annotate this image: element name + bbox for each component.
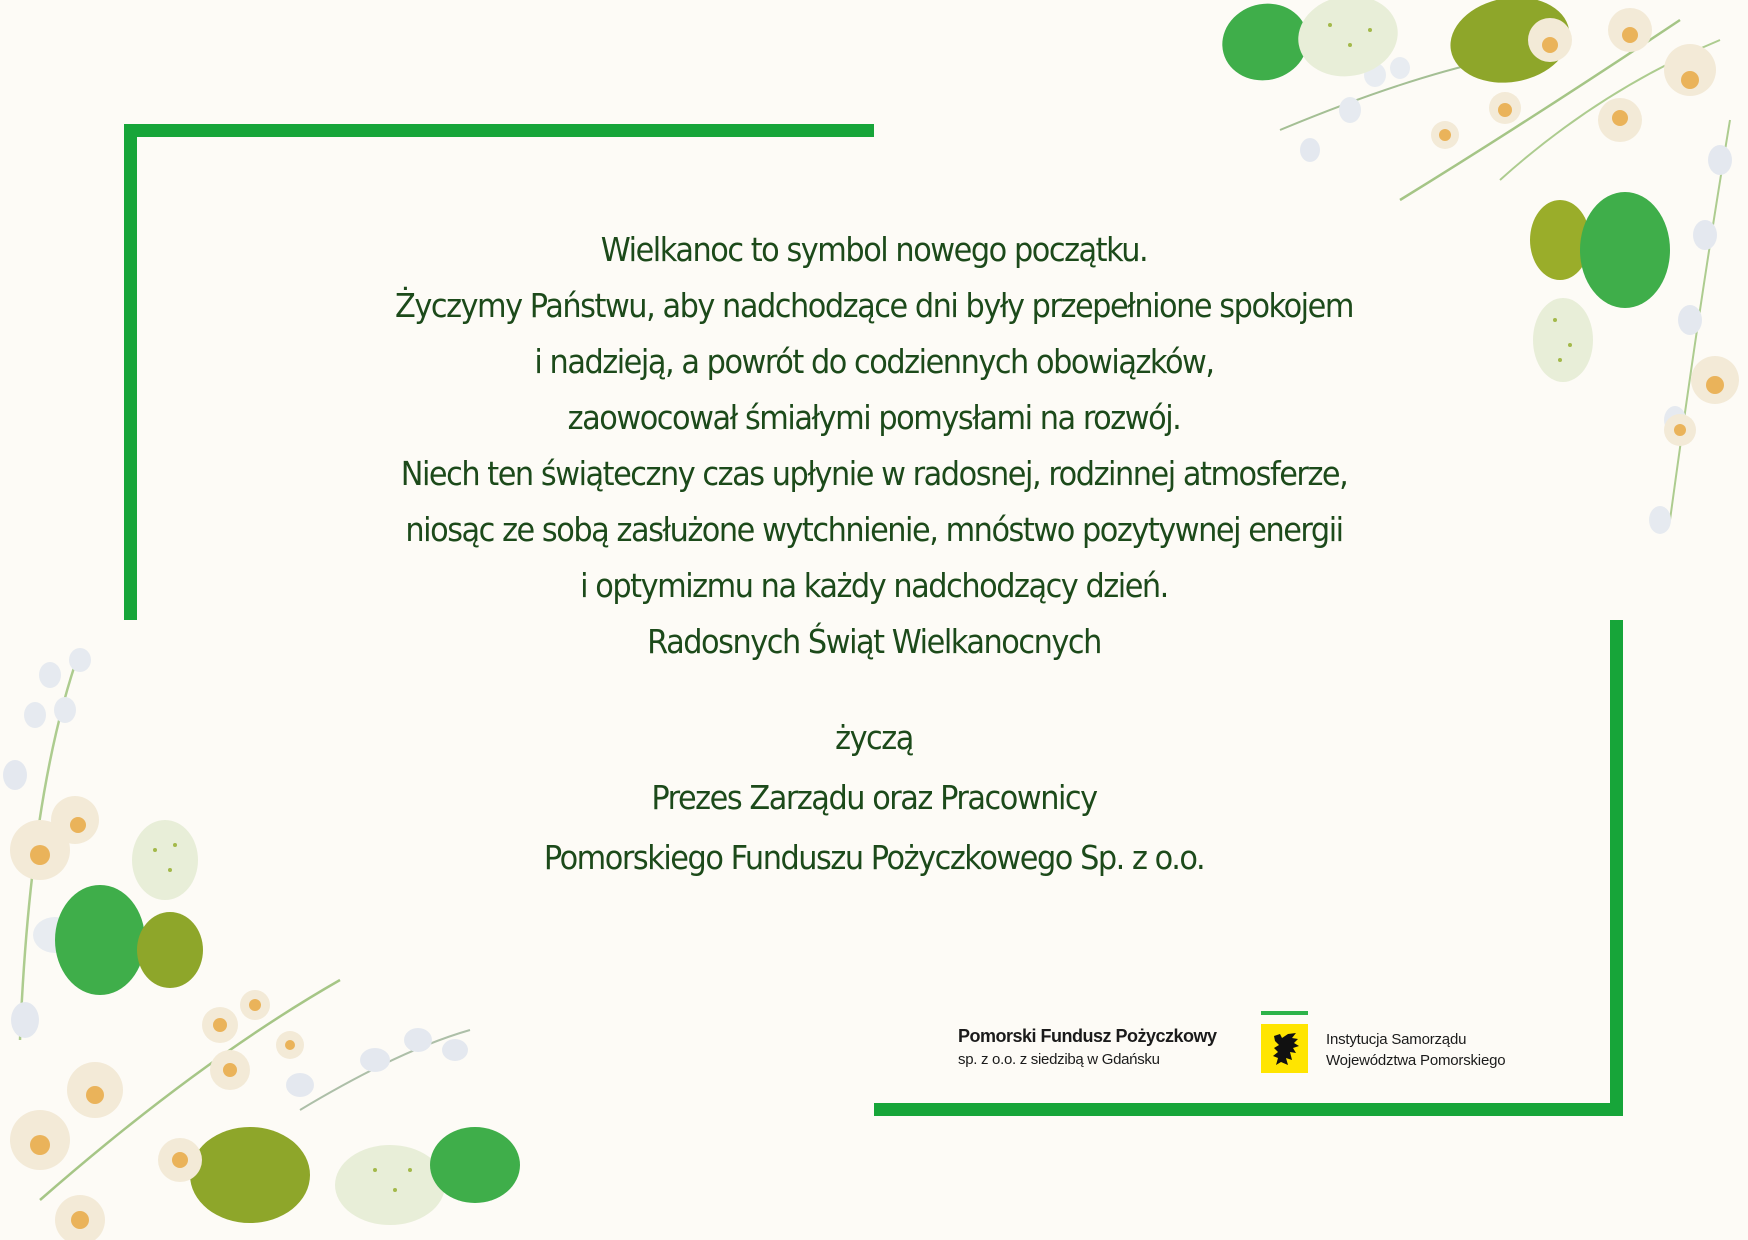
- frame-top-border: [124, 124, 874, 137]
- message-line: Radosnych Świąt Wielkanocnych: [647, 622, 1101, 661]
- org-name: Pomorski Fundusz Pożyczkowy: [958, 1026, 1217, 1046]
- message-line: Niech ten świąteczny czas upłynie w radosnej, rodzinnej atmosferze,: [400, 454, 1348, 493]
- message-line: zaowocował śmiałymi pomysłami na rozwój.: [567, 398, 1181, 437]
- signature-line: Pomorskiego Funduszu Pożyczkowego Sp. z o.o.: [543, 838, 1205, 877]
- message-line: Życzymy Państwu, aby nadchodzące dni były przepełnione spokojem: [395, 286, 1353, 325]
- message-line: i nadzieją, a powrót do codziennych obowiązków,: [534, 342, 1214, 381]
- frame-right-border: [1610, 620, 1623, 1116]
- signature-block: [236, 708, 1513, 888]
- griffin-crest-icon: [1261, 1024, 1308, 1073]
- frame-left-border: [124, 124, 137, 620]
- signature-line: życzą: [835, 718, 913, 757]
- institution-line-1: Instytucja Samorządu: [1326, 1031, 1467, 1048]
- message-line: niosąc ze sobą zasłużone wytchnienie, mnóstwo pozytywnej energii: [405, 510, 1343, 549]
- institution-text: [1326, 1029, 1505, 1071]
- message-line: Wielkanoc to symbol nowego początku.: [600, 230, 1148, 269]
- org-logo-text: [958, 1026, 1217, 1068]
- message-line: i optymizmu na każdy nadchodzący dzień.: [580, 566, 1168, 605]
- signature-line: Prezes Zarządu oraz Pracownicy: [651, 778, 1097, 817]
- greeting-message: [236, 222, 1513, 670]
- institution-line-2: Województwa Pomorskiego: [1326, 1052, 1506, 1069]
- crest-accent-bar: [1261, 1011, 1308, 1015]
- org-subtitle: sp. z o.o. z siedzibą w Gdańsku: [958, 1051, 1160, 1068]
- frame-bottom-border: [874, 1103, 1623, 1116]
